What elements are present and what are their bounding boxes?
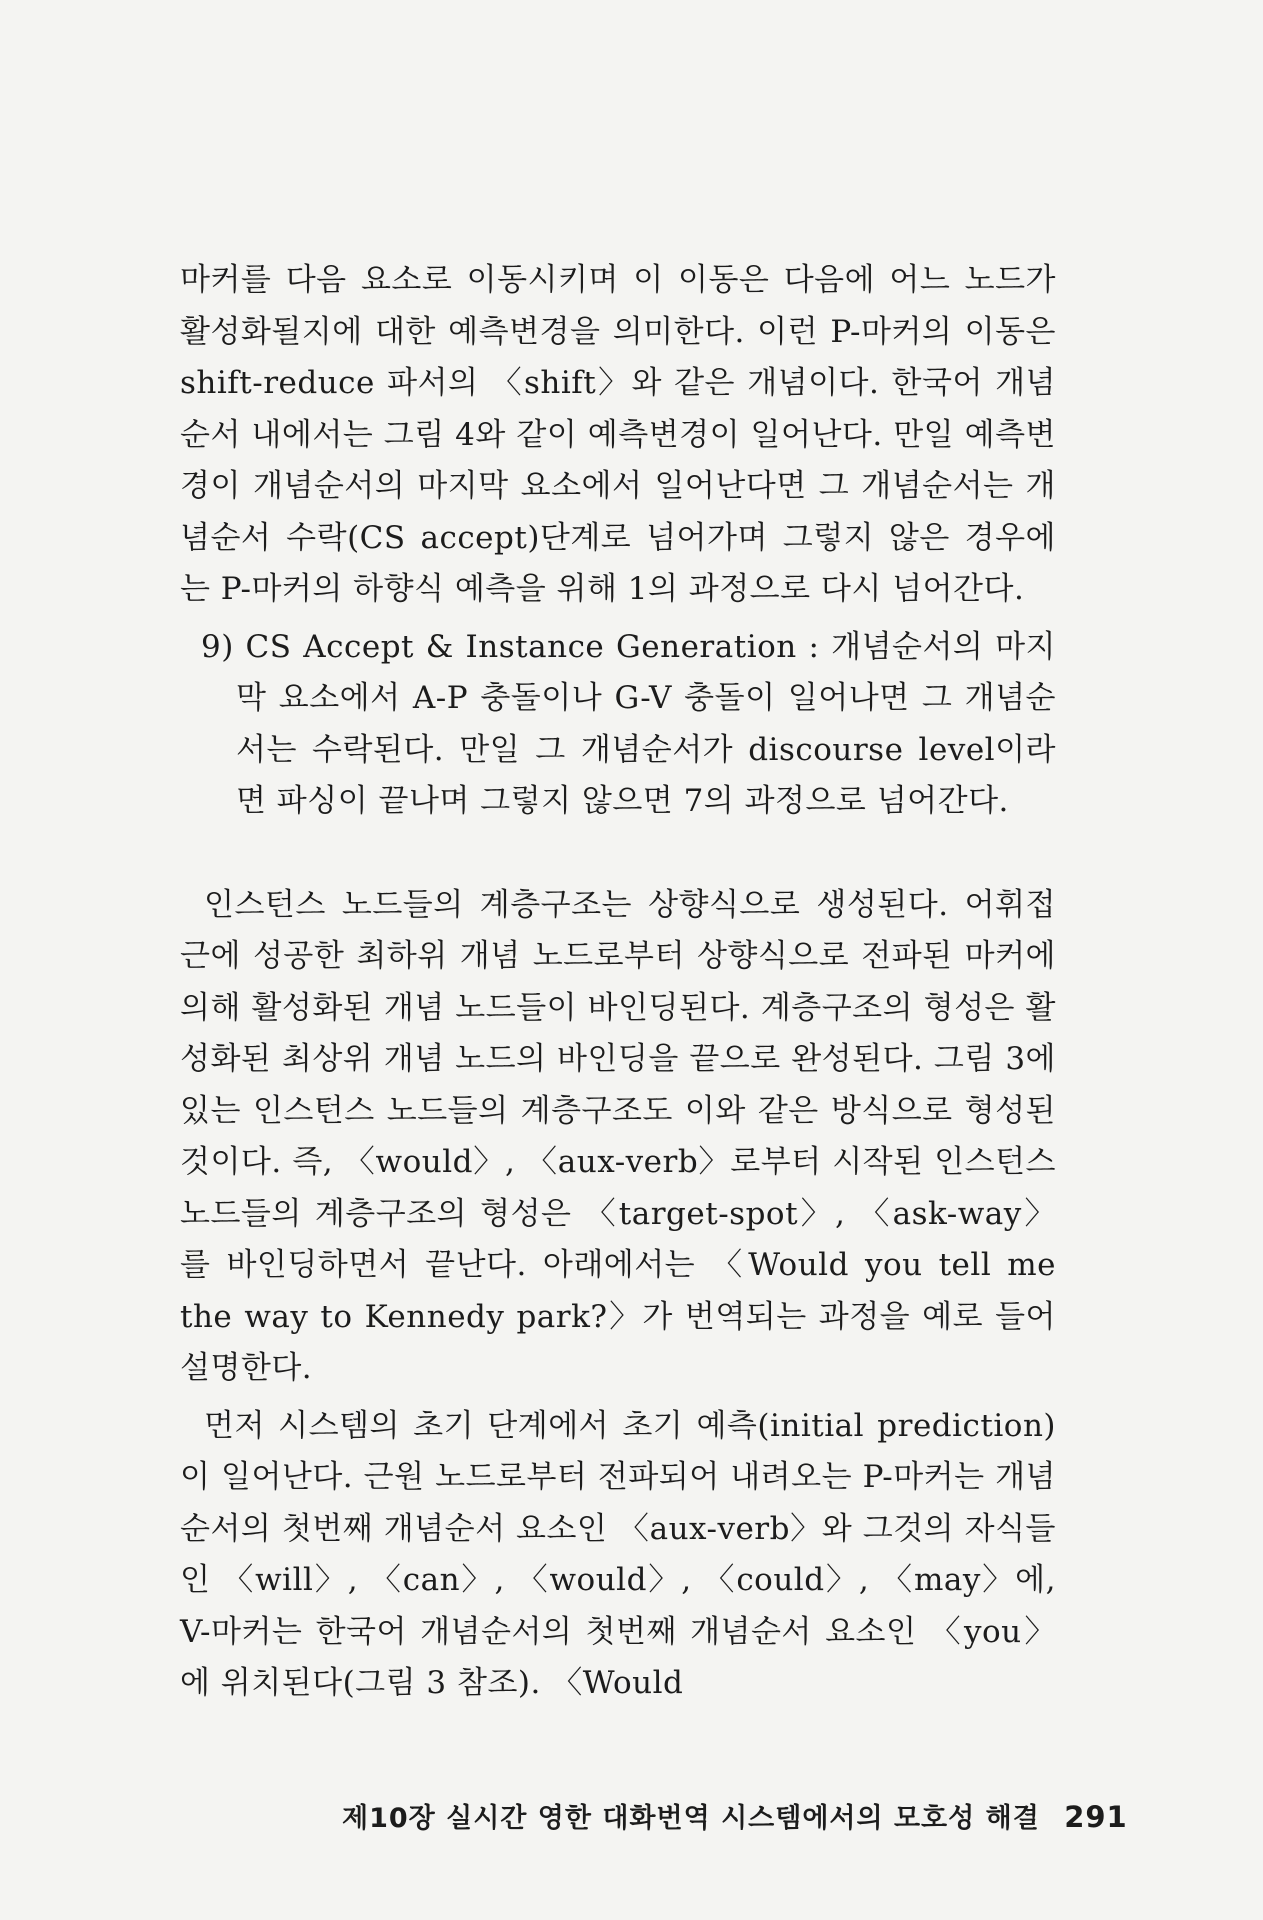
paragraph-initial-prediction: 먼저 시스템의 초기 단계에서 초기 예측(initial prediction)이 일어난다. 근원 노드로부터 전파되어 내려오는 P-마커는 개념순서의 첫번째 개념순서 요소인 〈aux-verb〉와 그것의 자식들인 〈will〉, 〈can〉, 〈would〉, 〈could〉, 〈may〉에, V-마커는 한국어 개념순서의 첫번째 개념순서 요소인 〈you〉에 위치된다(그림 3 참조). 〈Would [180, 1407, 1056, 1701]
running-title: 제10장 실시간 영한 대화번역 시스템에서의 모호성 해결 [342, 1803, 1040, 1834]
body-text [180, 255, 1056, 1710]
list-item-9: 9) CS Accept & Instance Generation : 개념순서의 마지막 요소에서 A-P 충돌이나 G-V 충돌이 일어나면 그 개념순서는 수락된다. 만일 그 개념순서가 discourse level이라면 파싱이 끝나며 그렇지 않으면 7의 과정으로 넘어간다. [201, 628, 1056, 819]
page-footer [342, 1796, 1128, 1835]
continued-paragraph: 마커를 다음 요소로 이동시키며 이 이동은 다음에 어느 노드가 활성화될지에 대한 예측변경을 의미한다. 이런 P-마커의 이동은 shift-reduce 파서의 〈shift〉와 같은 개념이다. 한국어 개념순서 내에서는 그림 4와 같이 예측변경이 일어난다. 만일 예측변경이 개념순서의 마지막 요소에서 일어난다면 그 개념순서는 개념순서 수락(CS accept)단계로 넘어가며 그렇지 않은 경우에는 P-마커의 하향식 예측을 위해 1의 과정으로 다시 넘어간다. [180, 262, 1056, 607]
paragraph-instance-nodes: 인스턴스 노드들의 계층구조는 상향식으로 생성된다. 어휘접근에 성공한 최하위 개념 노드로부터 상향식으로 전파된 마커에 의해 활성화된 개념 노드들이 바인딩된다. 계층구조의 형성은 활성화된 최상위 개념 노드의 바인딩을 끝으로 완성된다. 그림 3에 있는 인스턴스 노드들의 계층구조도 이와 같은 방식으로 형성된 것이다. 즉, 〈would〉, 〈aux-verb〉로부터 시작된 인스턴스 노드들의 계층구조의 형성은 〈target-spot〉, 〈ask-way〉를 바인딩하면서 끝난다. 아래에서는 〈Would you tell me the way to Kennedy park?〉가 번역되는 과정을 예로 들어 설명한다. [180, 886, 1056, 1386]
page-number: 291 [1064, 1800, 1128, 1834]
